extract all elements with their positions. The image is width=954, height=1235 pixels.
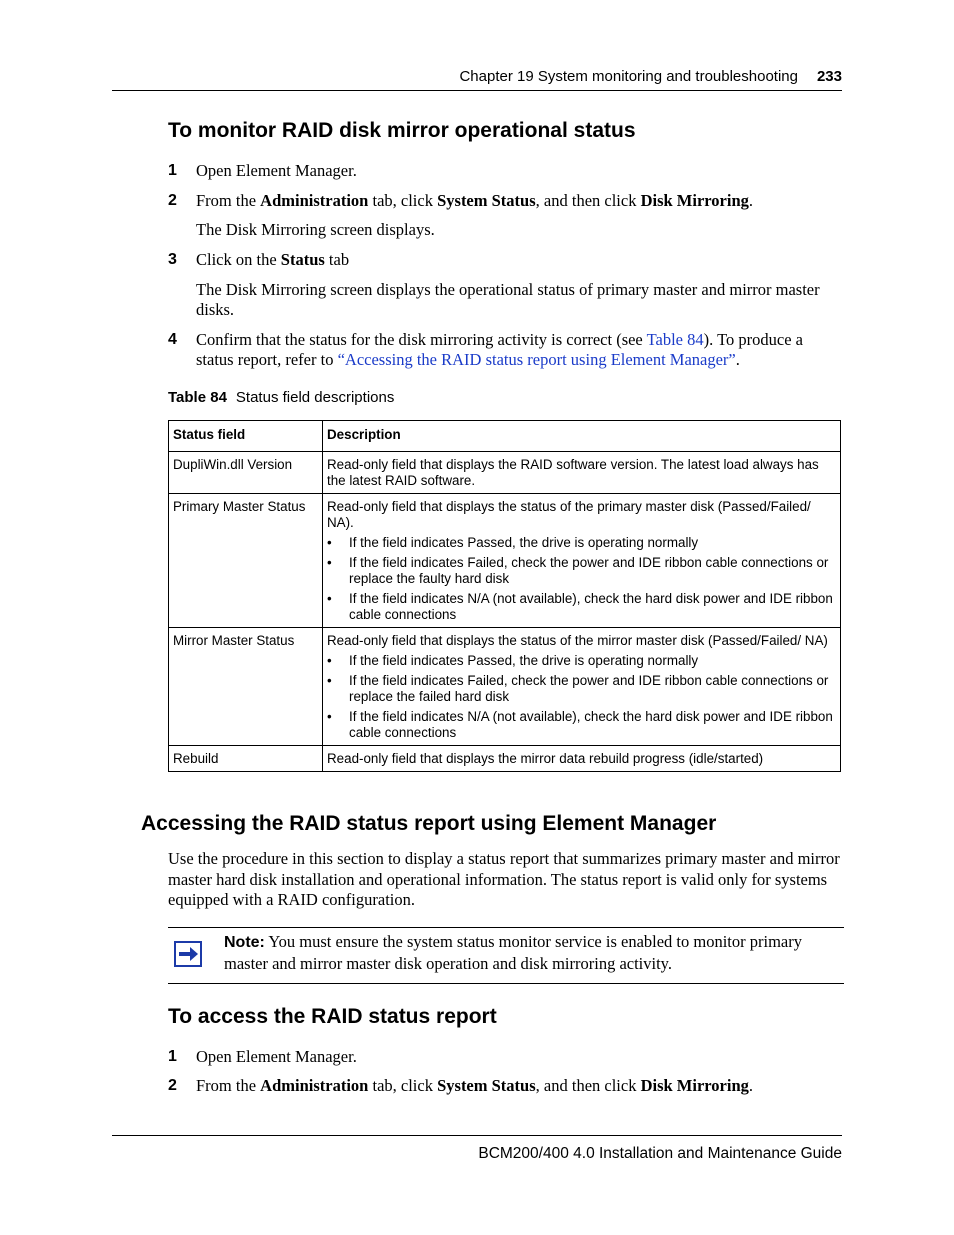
- ui-term-administration: Administration: [260, 191, 369, 210]
- note-box: [168, 927, 844, 984]
- guide-title: BCM200/400 4.0 Installation and Maintenance Guide: [478, 1145, 842, 1162]
- list-item: • If the field indicates Failed, check the power and IDE ribbon cable connections or replace the failed hard disk: [327, 673, 836, 705]
- step-text: Open Element Manager.: [196, 161, 357, 180]
- chapter-title: Chapter 19 System monitoring and troubleshooting: [459, 68, 798, 85]
- ui-term-system-status: System Status: [437, 191, 536, 210]
- section-heading-accessing-raid: Accessing the RAID status report using Element Manager: [141, 812, 717, 835]
- table-row: [169, 746, 841, 772]
- status-field-description: Read-only field that displays the status of the primary master disk (Passed/Failed/ NA). • If the field indicates Passed, the drive is operating normally • If the field indicates Failed, check the power and IDE ribbon cable connections or replace the faulty hard disk • If the field indicates N/A (not available), check the hard disk power and IDE ribbon cable connections: [323, 494, 841, 628]
- table-number: Table 84: [168, 389, 227, 406]
- page-header: [112, 66, 842, 91]
- table-header-row: [169, 421, 841, 452]
- step-2-result: The Disk Mirroring screen displays.: [196, 220, 435, 239]
- section-heading-access-report: To access the RAID status report: [168, 1005, 497, 1028]
- status-field-name: Rebuild: [169, 746, 323, 772]
- intro-paragraph: Use the procedure in this section to display a status report that summarizes primary master and mirror master hard disk installation and operational information. The status report is valid only for systems equipped with a RAID configuration.: [168, 849, 840, 909]
- bullet-list: [327, 535, 836, 623]
- step-number: 2: [168, 1077, 177, 1094]
- note-label: Note:: [224, 934, 265, 951]
- status-field-name: Primary Master Status: [169, 494, 323, 628]
- table-title: Status field descriptions: [235, 389, 395, 406]
- ui-term-system-status: System Status: [437, 1076, 536, 1095]
- status-field-description: Read-only field that displays the status of the mirror master disk (Passed/Failed/ NA) • If the field indicates Passed, the drive is operating normally • If the field indicates Failed, check the power and IDE ribbon cable connections or replace the failed hard disk • If the field indicates N/A (not available), check the hard disk power and IDE ribbon cable connections: [323, 628, 841, 746]
- step-number: 2: [168, 192, 177, 209]
- step-number: 3: [168, 251, 177, 268]
- step-text: Click on the Status tab: [196, 250, 350, 269]
- page-footer: [112, 1135, 842, 1162]
- table-caption: [168, 389, 394, 406]
- ui-term-administration: Administration: [260, 1076, 369, 1095]
- list-item: • If the field indicates N/A (not available), check the hard disk power and IDE ribbon cable connections: [327, 591, 836, 623]
- section-heading-monitor-raid: To monitor RAID disk mirror operational status: [168, 119, 636, 142]
- list-item: • If the field indicates Passed, the drive is operating normally: [327, 535, 836, 551]
- step-text: Confirm that the status for the disk mirroring activity is correct (see Table 84). To produce a status report, refer to “Accessing the RAID status report using Element Manager”.: [196, 330, 803, 369]
- ui-term-disk-mirroring: Disk Mirroring: [640, 1076, 749, 1095]
- status-field-table: [168, 420, 841, 772]
- bullet-list: [327, 653, 836, 741]
- table-row: [169, 494, 841, 628]
- ui-term-status: Status: [280, 250, 325, 269]
- status-field-description: Read-only field that displays the mirror data rebuild progress (idle/started): [323, 746, 841, 772]
- step-number: 1: [168, 1048, 177, 1065]
- ui-term-disk-mirroring: Disk Mirroring: [640, 191, 749, 210]
- table-84-link[interactable]: Table 84: [646, 330, 704, 349]
- status-field-name: Mirror Master Status: [169, 628, 323, 746]
- step-number: 1: [168, 162, 177, 179]
- step-text: Open Element Manager.: [196, 1047, 357, 1066]
- column-header: Description: [323, 421, 841, 452]
- table-row: [169, 628, 841, 746]
- list-item: • If the field indicates N/A (not available), check the hard disk power and IDE ribbon cable connections: [327, 709, 836, 741]
- status-field-name: DupliWin.dll Version: [169, 452, 323, 494]
- accessing-raid-report-link[interactable]: “Accessing the RAID status report using Element Manager”: [337, 350, 736, 369]
- arrow-right-icon: [174, 941, 202, 967]
- step-3-result: The Disk Mirroring screen displays the operational status of primary master and mirror master disks.: [196, 280, 820, 319]
- step-number: 4: [168, 331, 177, 348]
- list-item: • If the field indicates Passed, the drive is operating normally: [327, 653, 836, 669]
- column-header: Status field: [169, 421, 323, 452]
- step-text: From the Administration tab, click System Status, and then click Disk Mirroring.: [196, 191, 754, 210]
- note-text: Note: You must ensure the system status monitor service is enabled to monitor primary master and mirror master disk operation and disk mirroring activity.: [224, 932, 802, 973]
- step-text: From the Administration tab, click System Status, and then click Disk Mirroring.: [196, 1076, 754, 1095]
- status-field-description: Read-only field that displays the RAID software version. The latest load always has the latest RAID software.: [323, 452, 841, 494]
- page-number: 233: [816, 68, 842, 85]
- list-item: • If the field indicates Failed, check the power and IDE ribbon cable connections or replace the faulty hard disk: [327, 555, 836, 587]
- table-row: [169, 452, 841, 494]
